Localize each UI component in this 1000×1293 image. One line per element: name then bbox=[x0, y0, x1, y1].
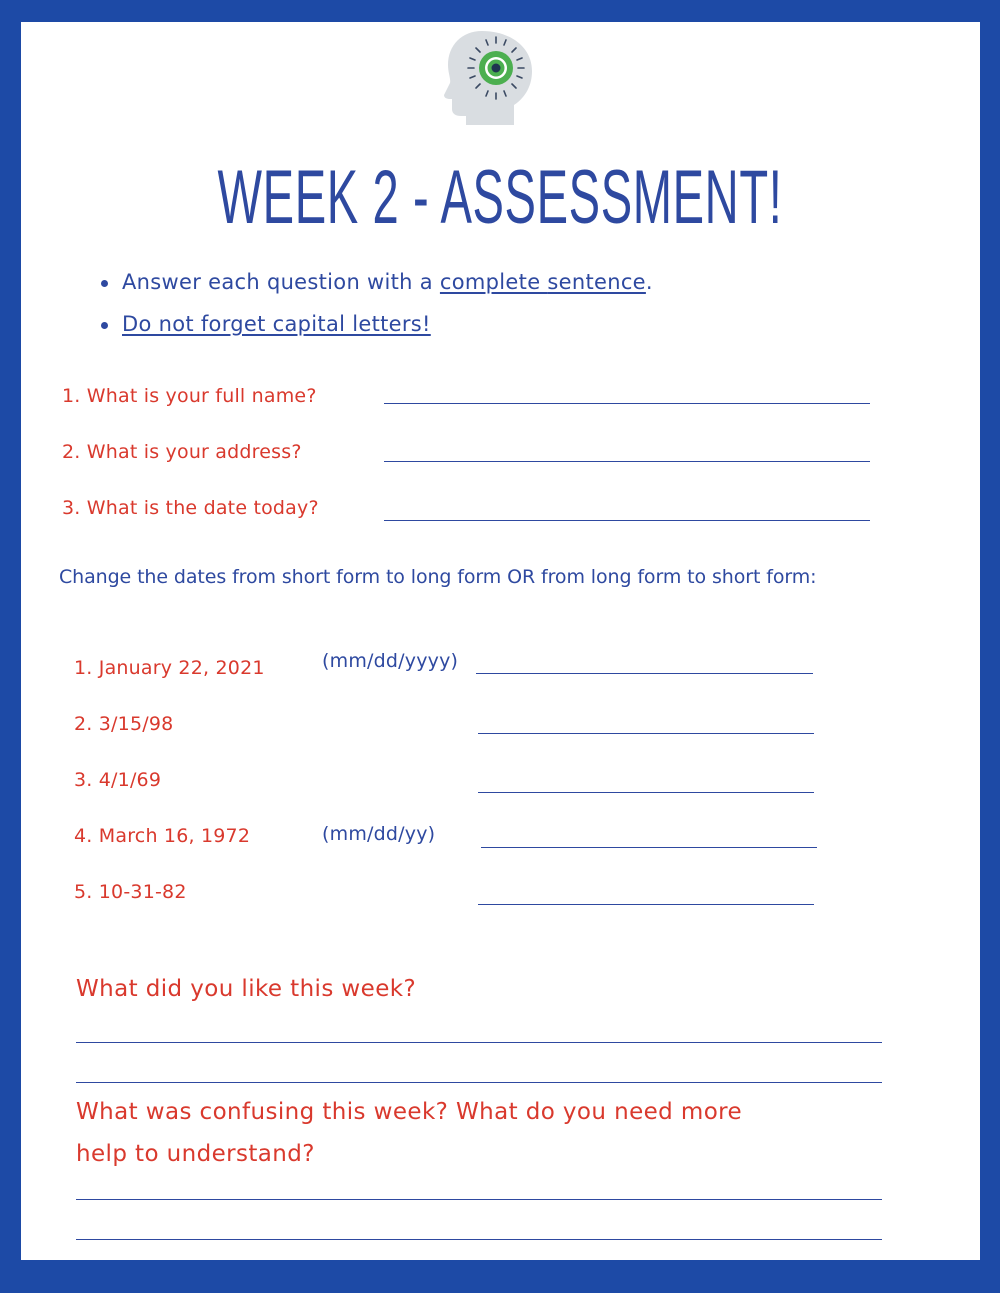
question-address: 2. What is your address? bbox=[62, 441, 302, 463]
date-item-5: 5. 10-31-82 bbox=[74, 881, 187, 903]
answer-line-confusing-2[interactable] bbox=[76, 1239, 882, 1240]
question-confusing-line-2: help to understand? bbox=[76, 1141, 315, 1167]
question-full-name: 1. What is your full name? bbox=[62, 385, 317, 407]
date-format-1: (mm/dd/yyyy) bbox=[322, 650, 459, 672]
answer-line-date-3[interactable] bbox=[478, 792, 814, 793]
dates-instruction: Change the dates from short form to long form OR from long form to short form: bbox=[59, 566, 817, 588]
instruction-underlined-word: complete bbox=[439, 270, 548, 294]
instruction-underlined-word: sentence bbox=[547, 270, 646, 294]
bullet-dot bbox=[101, 280, 108, 287]
date-item-4: 4. March 16, 1972 bbox=[74, 825, 251, 847]
date-format-4: (mm/dd/yy) bbox=[322, 823, 436, 845]
answer-line-full-name[interactable] bbox=[384, 403, 870, 404]
date-item-1: 1. January 22, 2021 bbox=[74, 657, 265, 679]
bullet-dot bbox=[101, 322, 108, 329]
date-item-2: 2. 3/15/98 bbox=[74, 713, 174, 735]
instruction-text: Answer each question with a bbox=[122, 270, 440, 294]
date-item-3: 3. 4/1/69 bbox=[74, 769, 162, 791]
question-date-today: 3. What is the date today? bbox=[62, 497, 319, 519]
answer-line-date-5[interactable] bbox=[478, 904, 814, 905]
answer-line-date-today[interactable] bbox=[384, 520, 870, 521]
answer-line-date-4[interactable] bbox=[481, 847, 817, 848]
instruction-text: Do not forget capital letters! bbox=[122, 312, 431, 336]
page-title: WEEK 2 - ASSESSMENT! bbox=[217, 155, 783, 240]
question-confusing-line-1: What was confusing this week? What do you need more bbox=[76, 1099, 743, 1125]
answer-line-address[interactable] bbox=[384, 461, 870, 462]
answer-line-confusing-1[interactable] bbox=[76, 1199, 882, 1200]
answer-line-liked-1[interactable] bbox=[76, 1042, 882, 1043]
instruction-text: . bbox=[645, 270, 653, 294]
answer-line-liked-2[interactable] bbox=[76, 1082, 882, 1083]
question-liked-this-week: What did you like this week? bbox=[76, 976, 417, 1002]
answer-line-date-2[interactable] bbox=[478, 733, 814, 734]
instruction-complete-sentence bbox=[101, 270, 653, 294]
answer-line-date-1[interactable] bbox=[476, 673, 813, 674]
head-target-icon bbox=[444, 27, 534, 125]
instruction-capital-letters bbox=[101, 312, 431, 336]
